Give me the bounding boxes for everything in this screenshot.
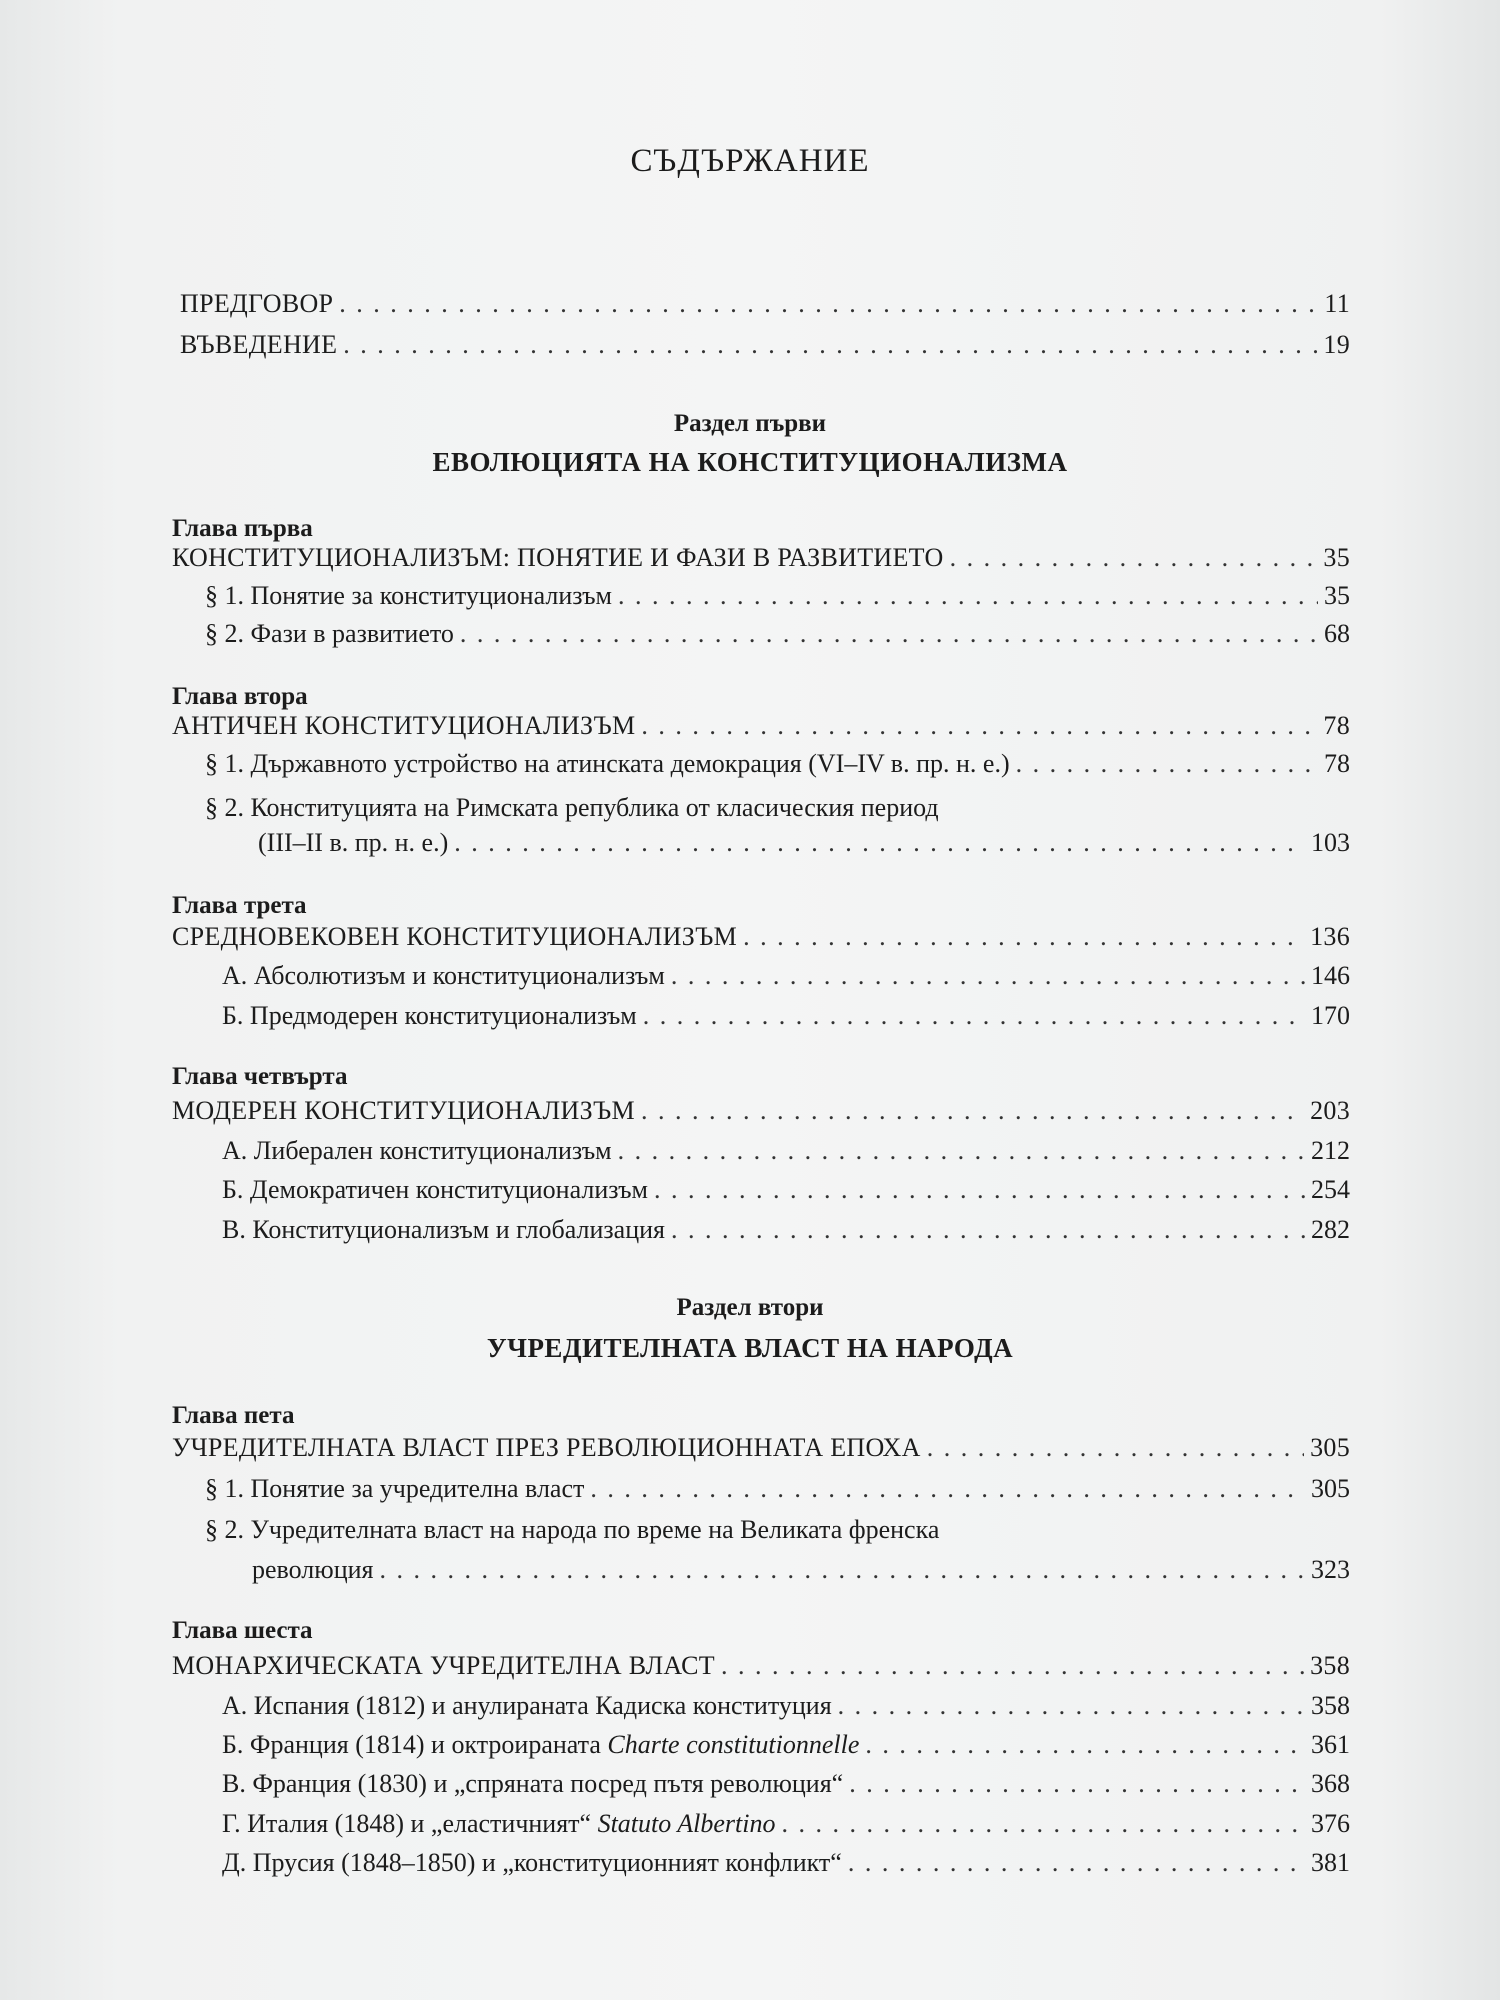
chapter-label: Глава пета — [172, 1402, 295, 1429]
section-label: Раздел втори — [676, 1294, 824, 1321]
leader-dots — [848, 1847, 1305, 1879]
toc-entry-page: 78 — [1324, 749, 1350, 778]
toc-entry-text-italic: Statuto Albertino — [597, 1809, 776, 1838]
leader-dots — [590, 1473, 1305, 1505]
toc-entry-page: 368 — [1311, 1769, 1350, 1798]
leader-dots — [654, 1174, 1305, 1206]
toc-entry-text: революция — [252, 1555, 374, 1584]
toc-entry-text: А. Либерален конституционализъм — [222, 1136, 612, 1165]
toc-entry-page: 11 — [1324, 289, 1350, 318]
toc-entry-page: 19 — [1323, 330, 1350, 359]
toc-entry-introduction — [180, 329, 1350, 361]
toc-entry-text-plain: Б. Франция (1814) и октроираната — [222, 1730, 608, 1759]
toc-entry-page: 381 — [1311, 1848, 1350, 1877]
toc-entry-page: 35 — [1323, 543, 1350, 572]
toc-entry-text — [222, 1729, 859, 1761]
toc-entry-page: 146 — [1311, 961, 1350, 990]
toc-subentry — [222, 1847, 1350, 1879]
leader-dots — [643, 1000, 1305, 1032]
toc-subentry-continuation — [258, 827, 1350, 859]
chapter-title-entry — [172, 1432, 1350, 1464]
toc-entry-page: 203 — [1310, 1096, 1350, 1125]
toc-entry-text: § 2. Фази в развитието — [205, 619, 454, 648]
toc-subentry — [222, 1214, 1350, 1246]
toc-entry-page: 68 — [1324, 619, 1350, 648]
leader-dots — [849, 1768, 1305, 1800]
toc-entry-text: § 1. Понятие за учредителна власт — [205, 1474, 585, 1503]
chapter-title-entry — [172, 1650, 1350, 1682]
toc-subentry-continuation — [252, 1554, 1350, 1586]
toc-entry-text: В. Франция (1830) и „спряната посред пътя революция“ — [222, 1769, 844, 1798]
toc-entry-text: УЧРЕДИТЕЛНАТА ВЛАСТ ПРЕЗ РЕВОЛЮЦИОННАТА ЕПОХА — [172, 1433, 921, 1462]
toc-entry-page: 305 — [1310, 1433, 1350, 1462]
toc-entry-text-italic: Charte constitutionnelle — [607, 1730, 860, 1759]
toc-entry-text: § 1. Държавното устройство на атинската демокрация (VI–IV в. пр. н. е.) — [205, 749, 1010, 778]
toc-entry-page: 254 — [1311, 1175, 1350, 1204]
toc-entry-page: 282 — [1311, 1215, 1350, 1244]
leader-dots — [671, 1214, 1305, 1246]
toc-entry-page: 376 — [1311, 1809, 1350, 1838]
toc-subentry — [222, 1000, 1350, 1032]
toc-entry-page: 170 — [1311, 1001, 1350, 1030]
toc-subentry — [222, 1729, 1350, 1761]
chapter-label: Глава четвърта — [172, 1063, 348, 1090]
chapter-title-entry — [172, 1095, 1350, 1127]
leader-dots — [618, 580, 1318, 612]
toc-entry-text: КОНСТИТУЦИОНАЛИЗЪМ: ПОНЯТИЕ И ФАЗИ В РАЗВИТИЕТО — [172, 543, 944, 572]
toc-entry-text: АНТИЧЕН КОНСТИТУЦИОНАЛИЗЪМ — [172, 711, 636, 740]
leader-dots — [782, 1808, 1306, 1840]
leader-dots — [1016, 748, 1318, 780]
toc-entry-text: А. Абсолютизъм и конституционализъм — [222, 961, 665, 990]
leader-dots — [671, 960, 1305, 992]
leader-dots — [865, 1729, 1305, 1761]
toc-entry-page: 136 — [1310, 922, 1350, 951]
chapter-label: Глава шеста — [172, 1617, 313, 1644]
toc-entry-page: 78 — [1323, 711, 1350, 740]
toc-entry-page: 358 — [1310, 1651, 1350, 1680]
leader-dots — [950, 542, 1318, 574]
toc-entry-text: Б. Демократичен конституционализъм — [222, 1175, 648, 1204]
toc-subentry — [222, 1135, 1350, 1167]
toc-entry-page: 212 — [1311, 1136, 1350, 1165]
toc-entry-text: МОНАРХИЧЕСКАТА УЧРЕДИТЕЛНА ВЛАСТ — [172, 1651, 715, 1680]
toc-entry-text: А. Испания (1812) и анулираната Кадиска конституция — [222, 1691, 832, 1720]
chapter-title-entry — [172, 921, 1350, 953]
chapter-label: Глава първа — [172, 515, 313, 542]
toc-subentry — [205, 580, 1350, 612]
leader-dots — [454, 827, 1305, 859]
toc-entry-text: ПРЕДГОВОР — [180, 289, 334, 318]
toc-entry-text: ВЪВЕДЕНИЕ — [180, 330, 338, 359]
leader-dots — [618, 1135, 1305, 1167]
toc-entry-page: 103 — [1311, 828, 1350, 857]
chapter-label: Глава трета — [172, 892, 307, 919]
toc-subentry — [205, 1473, 1350, 1505]
leader-dots — [641, 710, 1317, 742]
leader-dots — [343, 329, 1317, 361]
toc-subentry — [222, 1174, 1350, 1206]
section-title: УЧРЕДИТЕЛНАТА ВЛАСТ НА НАРОДА — [486, 1333, 1014, 1363]
leader-dots — [339, 288, 1318, 320]
toc-entry-text: Д. Прусия (1848–1850) и „конституционният конфликт“ — [222, 1848, 842, 1877]
toc-entry-page: 358 — [1311, 1691, 1350, 1720]
section-label: Раздел първи — [673, 410, 827, 437]
leader-dots — [743, 921, 1304, 953]
leader-dots — [641, 1095, 1304, 1127]
toc-entry-text: (III–II в. пр. н. е.) — [258, 828, 449, 857]
leader-dots — [460, 618, 1318, 650]
leader-dots — [927, 1432, 1304, 1464]
toc-subentry — [205, 618, 1350, 650]
toc-entry-text — [222, 1808, 776, 1840]
toc-entry-page: 323 — [1311, 1555, 1350, 1584]
toc-entry-text: § 1. Понятие за конституционализъм — [205, 581, 612, 610]
toc-entry-text: МОДЕРЕН КОНСТИТУЦИОНАЛИЗЪМ — [172, 1096, 635, 1125]
section-title: ЕВОЛЮЦИЯТА НА КОНСТИТУЦИОНАЛИЗМА — [432, 447, 1068, 477]
toc-entry-page: 305 — [1311, 1474, 1350, 1503]
toc-entry-text: СРЕДНОВЕКОВЕН КОНСТИТУЦИОНАЛИЗЪМ — [172, 922, 738, 951]
toc-entry-page: 361 — [1311, 1730, 1350, 1759]
toc-subentry — [222, 1690, 1350, 1722]
toc-subentry — [222, 960, 1350, 992]
toc-entry-page: 35 — [1324, 581, 1350, 610]
toc-entry-text: В. Конституционализъм и глобализация — [222, 1215, 665, 1244]
toc-subentry — [222, 1768, 1350, 1800]
toc-entry-preface — [180, 288, 1350, 320]
toc-subentry-first-line: § 2. Учредителната власт на народа по време на Великата френска — [205, 1515, 940, 1544]
chapter-title-entry — [172, 542, 1350, 574]
toc-entry-text-plain: Г. Италия (1848) и „еластичният“ — [222, 1809, 598, 1838]
leader-dots — [379, 1554, 1305, 1586]
toc-entry-text: Б. Предмодерен конституционализъм — [222, 1001, 637, 1030]
toc-subentry — [222, 1808, 1350, 1840]
chapter-title-entry — [172, 710, 1350, 742]
toc-subentry — [205, 748, 1350, 780]
page-title: СЪДЪРЖАНИЕ — [630, 143, 870, 179]
toc-subentry-first-line: § 2. Конституцията на Римската република от класическия период — [205, 793, 939, 822]
chapter-label: Глава втора — [172, 683, 308, 710]
leader-dots — [721, 1650, 1304, 1682]
leader-dots — [838, 1690, 1305, 1722]
